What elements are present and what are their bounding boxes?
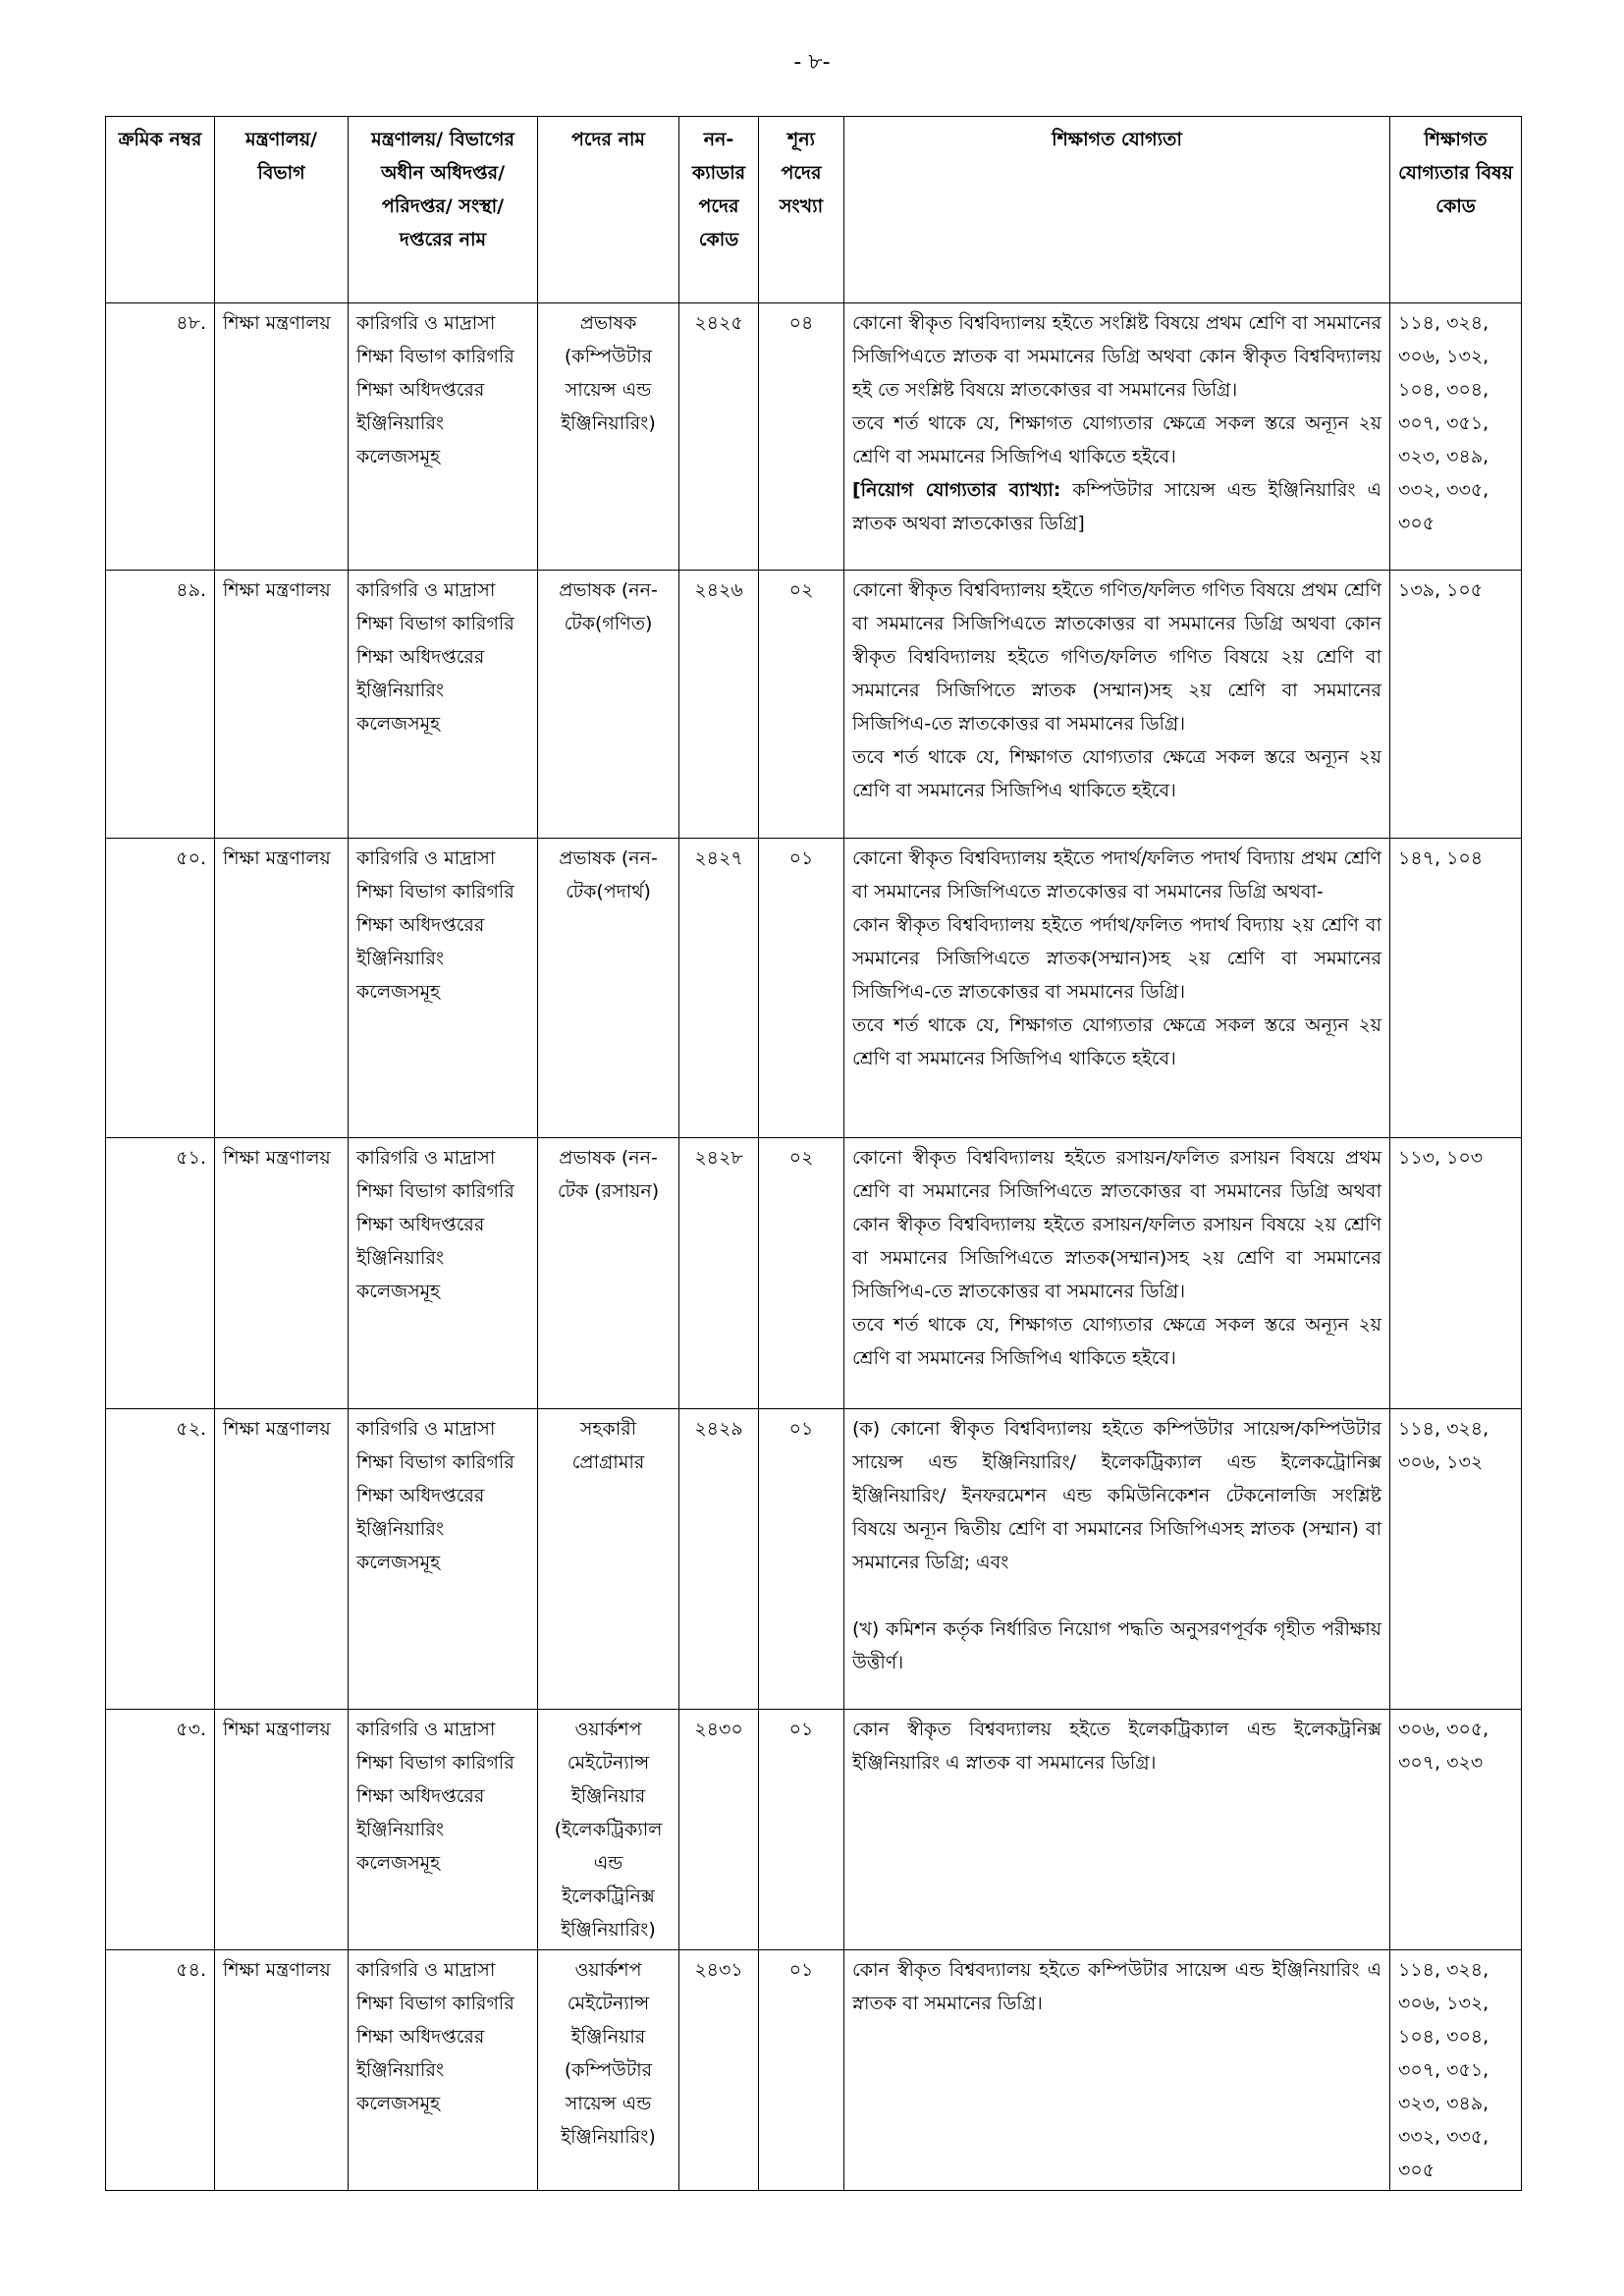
count-cell: ০১ <box>759 1409 844 1710</box>
code-cell: ২৪২৭ <box>679 839 759 1138</box>
code-cell: ২৪৩১ <box>679 1950 759 2191</box>
post-cell: ওয়ার্কশপ মেইটেন্যান্স ইঞ্জিনিয়ার (কম্পিউটার সায়েন্স এন্ড ইঞ্জিনিয়ারিং) <box>538 1950 679 2191</box>
qualification-alternative: কোন স্বীকৃত বিশ্ববিদ্যালয় হইতে পর্দাথ/ফলিত পদার্থ বিদ্যায় ২য় শ্রেণি বা সমমানের সিজিপিএতে স্নাতক(সম্মান)সহ ২য় শ্রেণি বা সমমানের সিজিপিএ-তে স্নাতকোত্তর বা সমমানের ডিগ্রি। <box>852 914 1381 1003</box>
table-row <box>106 571 1522 839</box>
table-row <box>106 1409 1522 1710</box>
serial-cell: ৫৪. <box>106 1950 215 2191</box>
code-cell: ২৪৩০ <box>679 1710 759 1950</box>
subject-code-cell: ১১৪, ৩২৪, ৩০৬, ১৩২ <box>1390 1409 1522 1710</box>
qualification-cell <box>844 1138 1390 1409</box>
subject-code-cell: ১৩৯, ১০৫ <box>1390 571 1522 839</box>
serial-cell: ৪৮. <box>106 303 215 571</box>
qualification-cell <box>844 1409 1390 1710</box>
office-cell: কারিগরি ও মাদ্রাসা শিক্ষা বিভাগ কারিগরি শিক্ষা অধিদপ্তরের ইঞ্জিনিয়ারিং কলেজসমূহ <box>349 1950 538 2191</box>
table-row <box>106 303 1522 571</box>
header-subject-code: শিক্ষাগত যোগ্যতার বিষয় কোড <box>1390 117 1522 303</box>
post-cell: প্রভাষক (নন-টেক(পদার্থ) <box>538 839 679 1138</box>
qualification-cell <box>844 1710 1390 1950</box>
qualification-text: (ক) কোনো স্বীকৃত বিশ্ববিদ্যালয় হইতে কম্পিউটার সায়েন্স/কম্পিউটার সায়েন্স এন্ড ইঞ্জিনিয়ারিং/ ইলেকট্রিক্যাল এন্ড ইলেকট্রোনিক্স ইঞ্জিনিয়ারিং/ ইনফরমেশন এন্ড কমিউনিকেশন টেকনোলজি সংশ্লিষ্ট বিষয়ে অন্যূন দ্বিতীয় শ্রেণি বা সমমানের সিজিপিএসহ স্নাতক (সম্মান) বা সমমানের ডিগ্রি; এবং <box>852 1418 1381 1573</box>
qualification-text: কোন স্বীকৃত বিশ্ববদ্যালয় হইতে ইলেকট্রিক্যাল এন্ড ইলেকট্রনিক্স ইঞ্জিনিয়ারিং এ স্নাতক বা সমমানের ডিগ্রি। <box>852 1719 1381 1774</box>
qualification-cell <box>844 1950 1390 2191</box>
count-cell: ০৪ <box>759 303 844 571</box>
qualification-cell <box>844 839 1390 1138</box>
post-cell: প্রভাষক (কম্পিউটার সায়েন্স এন্ড ইঞ্জিনিয়ারিং) <box>538 303 679 571</box>
post-cell: প্রভাষক (নন-টেক(গণিত) <box>538 571 679 839</box>
office-cell: কারিগরি ও মাদ্রাসা শিক্ষা বিভাগ কারিগরি শিক্ষা অধিদপ্তরের ইঞ্জিনিয়ারিং কলেজসমূহ <box>349 1138 538 1409</box>
qualification-text: কোনো স্বীকৃত বিশ্ববিদ্যালয় হইতে রসায়ন/ফলিত রসায়ন বিষয়ে প্রথম শ্রেণি বা সমমানের সিজিপিএতে স্নাতকোত্তর বা সমমানের ডিগ্রি অথবা কোন স্বীকৃত বিশ্ববিদ্যালয় হইতে রসায়ন/ফলিত রসায়ন বিষয়ে ২য় শ্রেণি বা সমমানের সিজিপিএতে স্নাতক(সম্মান)সহ ২য় শ্রেণি বা সমমানের সিজিপিএ-তে স্নাতকোত্তর বা সমমানের ডিগ্রি। <box>852 1147 1381 1302</box>
qualification-exam: (খ) কমিশন কর্তৃক নির্ধারিত নিয়োগ পদ্ধতি অনুসরণপূর্বক গৃহীত পরীক্ষায় উত্তীর্ণ। <box>852 1618 1381 1673</box>
header-post: পদের নাম <box>538 117 679 303</box>
office-cell: কারিগরি ও মাদ্রাসা শিক্ষা বিভাগ কারিগরি শিক্ষা অধিদপ্তরের ইঞ্জিনিয়ারিং কলেজসমূহ <box>349 303 538 571</box>
office-cell: কারিগরি ও মাদ্রাসা শিক্ষা বিভাগ কারিগরি শিক্ষা অধিদপ্তরের ইঞ্জিনিয়ারিং কলেজসমূহ <box>349 1710 538 1950</box>
ministry-cell: শিক্ষা মন্ত্রণালয় <box>215 1710 349 1950</box>
header-serial: ক্রমিক নম্বর <box>106 117 215 303</box>
qualification-text: কোনো স্বীকৃত বিশ্ববিদ্যালয় হইতে পদার্থ/ফলিত পদার্থ বিদ্যায় প্রথম শ্রেণি বা সমমানের সিজিপিএতে স্নাতকোত্তর বা সমমানের ডিগ্রি অথবা- <box>852 847 1381 902</box>
qualification-cell <box>844 303 1390 571</box>
header-office: মন্ত্রণালয়/ বিভাগের অধীন অধিদপ্তর/ পরিদপ্তর/ সংস্থা/ দপ্তরের নাম <box>349 117 538 303</box>
qualification-text: কোনো স্বীকৃত বিশ্ববিদ্যালয় হইতে সংশ্লিষ্ট বিষয়ে প্রথম শ্রেণি বা সমমানের সিজিপিএতে স্নাতক বা সমমানের ডিগ্রি অথবা কোন স্বীকৃত বিশ্ববিদ্যালয় হই তে সংশ্লিষ্ট বিষয়ে স্নাতকোত্তর বা সমমানের ডিগ্রি। <box>852 312 1381 401</box>
ministry-cell: শিক্ষা মন্ত্রণালয় <box>215 303 349 571</box>
serial-cell: ৫৩. <box>106 1710 215 1950</box>
post-cell: সহকারী প্রোগ্রামার <box>538 1409 679 1710</box>
office-cell: কারিগরি ও মাদ্রাসা শিক্ষা বিভাগ কারিগরি শিক্ষা অধিদপ্তরের ইঞ্জিনিয়ারিং কলেজসমূহ <box>349 839 538 1138</box>
table-header-row <box>106 117 1522 303</box>
office-cell: কারিগরি ও মাদ্রাসা শিক্ষা বিভাগ কারিগরি শিক্ষা অধিদপ্তরের ইঞ্জিনিয়ারিং কলেজসমূহ <box>349 571 538 839</box>
qualification-condition: তবে শর্ত থাকে যে, শিক্ষাগত যোগ্যতার ক্ষেত্রে সকল স্তরে অন্যূন ২য় শ্রেণি বা সমমানের সিজিপিএ থাকিতে হইবে। <box>852 746 1381 801</box>
vacancy-table <box>105 116 1522 2191</box>
qualification-cell <box>844 571 1390 839</box>
qualification-condition: তবে শর্ত থাকে যে, শিক্ষাগত যোগ্যতার ক্ষেত্রে সকল স্তরে অন্যূন ২য় শ্রেণি বা সমমানের সিজিপিএ থাকিতে হইবে। <box>852 1314 1381 1369</box>
header-count: শূন্য পদের সংখ্যা <box>759 117 844 303</box>
table-row <box>106 1138 1522 1409</box>
qualification-note <box>852 473 1381 540</box>
count-cell: ০২ <box>759 1138 844 1409</box>
qualification-text: কোন স্বীকৃত বিশ্ববদ্যালয় হইতে কম্পিউটার সায়েন্স এন্ড ইঞ্জিনিয়ারিং এ স্নাতক বা সমমানের ডিগ্রি। <box>852 1959 1381 2014</box>
count-cell: ০১ <box>759 1710 844 1950</box>
ministry-cell: শিক্ষা মন্ত্রণালয় <box>215 1138 349 1409</box>
ministry-cell: শিক্ষা মন্ত্রণালয় <box>215 571 349 839</box>
header-ministry: মন্ত্রণালয়/ বিভাগ <box>215 117 349 303</box>
table-row <box>106 839 1522 1138</box>
qualification-text: কোনো স্বীকৃত বিশ্ববিদ্যালয় হইতে গণিত/ফলিত গণিত বিষয়ে প্রথম শ্রেণি বা সমমানের সিজিপিএতে স্নাতকোত্তর বা সমমানের ডিগ্রি অথবা কোন স্বীকৃত বিশ্ববিদ্যালয় হইতে গণিত/ফলিত গণিত বিষয়ে ২য় শ্রেণি বা সমমানের সিজিপিতে স্নাতক (সম্মান)সহ ২য় শ্রেণি বা সমমানের সিজিপিএ-তে স্নাতকোত্তর বা সমমানের ডিগ্রি। <box>852 579 1381 735</box>
serial-cell: ৫২. <box>106 1409 215 1710</box>
subject-code-cell: ৩০৬, ৩০৫, ৩০৭, ৩২৩ <box>1390 1710 1522 1950</box>
serial-cell: ৫০. <box>106 839 215 1138</box>
code-cell: ২৪২৮ <box>679 1138 759 1409</box>
serial-cell: ৫১. <box>106 1138 215 1409</box>
qualification-condition: তবে শর্ত থাকে যে, শিক্ষাগত যোগ্যতার ক্ষেত্রে সকল স্তরে অন্যূন ২য় শ্রেণি বা সমমানের সিজিপিএ থাকিতে হইবে। <box>852 412 1381 467</box>
ministry-cell: শিক্ষা মন্ত্রণালয় <box>215 839 349 1138</box>
count-cell: ০২ <box>759 571 844 839</box>
ministry-cell: শিক্ষা মন্ত্রণালয় <box>215 1409 349 1710</box>
subject-code-cell: ১১৪, ৩২৪, ৩০৬, ১৩২, ১০৪, ৩০৪, ৩০৭, ৩৫১, ৩২৩, ৩৪৯, ৩৩২, ৩৩৫, ৩০৫ <box>1390 303 1522 571</box>
code-cell: ২৪২৫ <box>679 303 759 571</box>
count-cell: ০১ <box>759 1950 844 2191</box>
serial-cell: ৪৯. <box>106 571 215 839</box>
office-cell: কারিগরি ও মাদ্রাসা শিক্ষা বিভাগ কারিগরি শিক্ষা অধিদপ্তরের ইঞ্জিনিয়ারিং কলেজসমূহ <box>349 1409 538 1710</box>
header-code: নন-ক্যাডার পদের কোড <box>679 117 759 303</box>
ministry-cell: শিক্ষা মন্ত্রণালয় <box>215 1950 349 2191</box>
table-row <box>106 1710 1522 1950</box>
table-row <box>106 1950 1522 2191</box>
subject-code-cell: ১১৩, ১০৩ <box>1390 1138 1522 1409</box>
count-cell: ০১ <box>759 839 844 1138</box>
code-cell: ২৪২৬ <box>679 571 759 839</box>
header-qualification: শিক্ষাগত যোগ্যতা <box>844 117 1390 303</box>
qualification-condition: তবে শর্ত থাকে যে, শিক্ষাগত যোগ্যতার ক্ষেত্রে সকল স্তরে অন্যূন ২য় শ্রেণি বা সমমানের সিজিপিএ থাকিতে হইবে। <box>852 1014 1381 1069</box>
post-cell: ওয়ার্কশপ মেইটেন্যান্স ইঞ্জিনিয়ার (ইলেকট্রিক্যাল এন্ড ইলেকট্রিনিক্স ইঞ্জিনিয়ারিং) <box>538 1710 679 1950</box>
subject-code-cell: ১৪৭, ১০৪ <box>1390 839 1522 1138</box>
post-cell: প্রভাষক (নন-টেক (রসায়ন) <box>538 1138 679 1409</box>
code-cell: ২৪২৯ <box>679 1409 759 1710</box>
qualification-note-label: [নিয়োগ যোগ্যতার ব্যাখ্যা: <box>852 479 1061 501</box>
qualification-note-text: কম্পিউটার সায়েন্স এন্ড ইঞ্জিনিয়ারিং এ স্নাতক অথবা স্নাতকোত্তর ডিগ্রি] <box>852 479 1381 534</box>
page-number: - ৮- <box>793 50 831 75</box>
subject-code-cell: ১১৪, ৩২৪, ৩০৬, ১৩২, ১০৪, ৩০৪, ৩০৭, ৩৫১, ৩২৩, ৩৪৯, ৩৩২, ৩৩৫, ৩০৫ <box>1390 1950 1522 2191</box>
